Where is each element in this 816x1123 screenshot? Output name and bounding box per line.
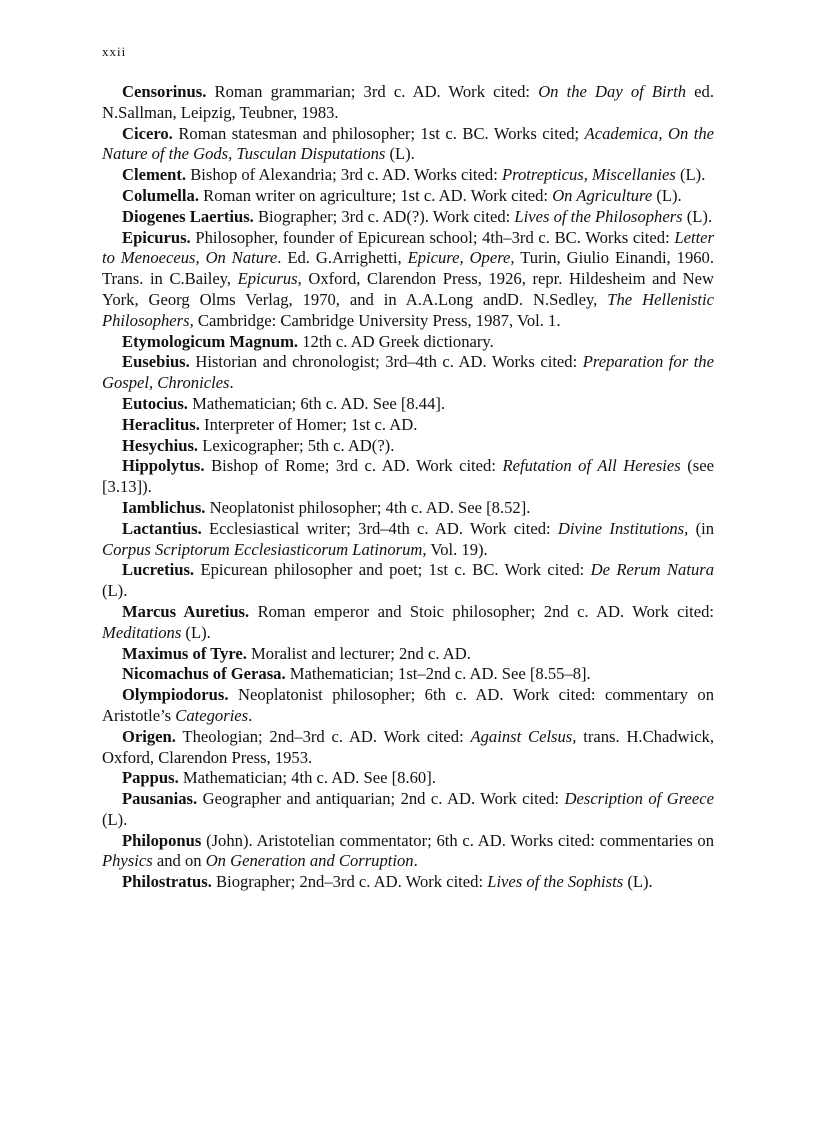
entry-work-title: Academica, On the Nature of the Gods, Tusculan Disputations <box>102 123 714 164</box>
entry-work-title: Lives of the Sophists <box>487 872 624 892</box>
entry-author-name: Nicomachus of Gerasa. <box>122 664 286 684</box>
entry-description-text: (in <box>688 518 714 538</box>
entry-author-name: Etymologicum Magnum. <box>122 331 299 351</box>
entry-author-name: Marcus Auretius. <box>122 601 250 621</box>
entry-description-text: Biographer; 2nd–3rd c. AD. Work cited: <box>211 872 488 892</box>
source-entry <box>102 685 714 727</box>
entry-author-name: Epicurus. <box>122 227 191 247</box>
source-entry <box>102 415 714 436</box>
page-number: xxii <box>102 44 127 59</box>
source-entry <box>102 644 714 665</box>
entry-author-name: Iamblichus. <box>122 497 206 517</box>
entry-description-text: Oxford, Clarendon Press, 1926, repr. Hildesheim and New York, Georg Olms Verlag, 1970, and in A.A.Long andD. N.Sedley, <box>102 269 714 309</box>
entry-author-name: Cicero. <box>122 123 173 143</box>
entry-work-title: Categories <box>175 705 249 725</box>
entry-description-text: (L). <box>623 872 653 892</box>
entry-author-name: Clement. <box>122 165 187 185</box>
entry-description-text: Roman statesman and philosopher; 1st c. BC. Works cited; <box>172 123 585 143</box>
source-entry <box>102 394 714 415</box>
entry-work-title: Letter to Menoeceus, On Nature <box>102 227 714 268</box>
entry-description-text: (L). <box>385 144 415 164</box>
source-entry <box>102 872 714 893</box>
entry-work-title: Preparation for the Gospel, Chronicles <box>102 352 714 393</box>
source-entry <box>102 82 714 124</box>
entry-description-text: Neoplatonist philosopher; 6th c. AD. Work cited: commentary on Aristotle’s <box>102 685 714 725</box>
source-entry <box>102 332 714 353</box>
entry-author-name: Diogenes Laertius. <box>122 206 254 226</box>
entry-author-name: Heraclitus. <box>122 414 200 434</box>
entry-description-text: Roman writer on agriculture; 1st c. AD. Work cited: <box>198 185 553 205</box>
entry-work-title: On Generation and Corruption <box>205 851 414 871</box>
entry-description-text: (L). <box>181 622 211 642</box>
entry-description-text: Mathematician; 6th c. AD. See [8.44]. <box>187 393 446 413</box>
entry-description-text: (L). <box>652 185 682 205</box>
entry-description-text: Theologian; 2nd–3rd c. AD. Work cited: <box>175 726 471 746</box>
entry-description-text: Neoplatonist philosopher; 4th c. AD. See [8.52]. <box>205 497 531 517</box>
entry-work-title: On the Day of Birth <box>538 82 687 101</box>
entry-work-title: Epicure, Opere, <box>407 248 515 268</box>
entry-description-text: Epicurean philosopher and poet; 1st c. BC. Work cited: <box>194 560 591 580</box>
entry-description-text: . <box>248 705 253 725</box>
source-entry <box>102 664 714 685</box>
entry-description-text: (see [3.13]). <box>102 456 714 497</box>
entry-author-name: Pausanias. <box>122 789 198 809</box>
entry-author-name: Columella. <box>122 185 199 205</box>
source-entry <box>102 228 714 332</box>
source-entry <box>102 352 714 394</box>
entry-description-text: (L). <box>675 165 706 185</box>
entry-work-title: Meditations <box>102 622 182 642</box>
entry-work-title: Description of Greece <box>564 789 714 809</box>
entry-author-name: Origen. <box>122 726 176 746</box>
entry-author-name: Philostratus. <box>122 872 212 892</box>
source-entry <box>102 456 714 498</box>
source-entry <box>102 789 714 831</box>
entry-description-text: Moralist and lecturer; 2nd c. AD. <box>246 643 471 663</box>
entry-description-text: Cambridge: Cambridge University Press, 1987, Vol. 1. <box>193 310 561 330</box>
source-entry <box>102 498 714 519</box>
entry-description-text: Philosopher, founder of Epicurean school; 4th–3rd c. BC. Works cited: <box>190 227 675 247</box>
source-entry <box>102 186 714 207</box>
entry-author-name: Pappus. <box>122 768 179 788</box>
entry-description-text: Bishop of Alexandria; 3rd c. AD. Works cited: <box>186 165 502 185</box>
source-entry <box>102 519 714 561</box>
entry-description-text: ed. N.Sallman, Leipzig, Teubner, 1983. <box>102 82 714 122</box>
entry-author-name: Eusebius. <box>122 352 190 372</box>
entry-author-name: Maximus of Tyre. <box>122 643 247 663</box>
entry-description-text: Mathematician; 4th c. AD. See [8.60]. <box>178 768 436 788</box>
entry-description-text: 12th c. AD Greek dictionary. <box>298 331 494 351</box>
entry-author-name: Hippolytus. <box>122 456 205 476</box>
entry-author-name: Hesychius. <box>122 435 199 455</box>
source-entry <box>102 727 714 769</box>
entry-work-title: De Rerum Natura <box>590 560 714 580</box>
entry-work-title: Epicurus, <box>237 269 302 289</box>
entry-description-text: Geographer and antiquarian; 2nd c. AD. Work cited: <box>197 789 565 809</box>
entry-description-text: Interpreter of Homer; 1st c. AD. <box>199 414 418 434</box>
entry-work-title: Protrepticus, Miscellanies <box>501 165 676 185</box>
entry-work-title: Divine Institutions, <box>557 518 689 538</box>
entry-description-text: (John). Aristotelian commentator; 6th c. AD. Works cited: commentaries on <box>201 830 714 850</box>
source-entries-list <box>102 82 714 893</box>
entry-description-text: . <box>229 373 234 393</box>
entry-description-text: Biographer; 3rd c. AD(?). Work cited: <box>253 206 515 226</box>
source-entry <box>102 124 714 166</box>
entry-work-title: Corpus Scriptorum Ecclesiasticorum Latinorum, <box>102 539 427 559</box>
entry-description-text: (L). <box>682 206 713 226</box>
source-entry <box>102 831 714 873</box>
source-entry <box>102 768 714 789</box>
source-entry <box>102 560 714 602</box>
source-entry <box>102 602 714 644</box>
entry-author-name: Philoponus <box>122 830 202 850</box>
entry-description-text: Vol. 19). <box>426 539 488 559</box>
source-entry <box>102 207 714 228</box>
entry-description-text: . Ed. G.Arrighetti, <box>277 248 408 268</box>
entry-author-name: Lactantius. <box>122 518 202 538</box>
entry-description-text: (L). <box>102 581 128 601</box>
entry-description-text: Historian and chronologist; 3rd–4th c. AD. Works cited: <box>189 352 583 372</box>
entry-author-name: Lucretius. <box>122 560 195 580</box>
entry-author-name: Eutocius. <box>122 393 188 413</box>
entry-description-text: Ecclesiastical writer; 3rd–4th c. AD. Work cited: <box>201 518 558 538</box>
entry-description-text: (L). <box>102 809 128 829</box>
entry-description-text: trans. H.Chadwick, Oxford, Clarendon Press, 1953. <box>102 726 715 767</box>
entry-work-title: Lives of the Philosophers <box>514 206 683 226</box>
source-entry <box>102 436 714 457</box>
entry-work-title: The Hellenistic Philosophers, <box>102 289 714 330</box>
entry-description-text: Roman grammarian; 3rd c. AD. Work cited: <box>206 82 539 101</box>
entry-work-title: Against Celsus, <box>470 726 577 746</box>
entry-description-text: . <box>413 851 418 871</box>
entry-description-text: Bishop of Rome; 3rd c. AD. Work cited: <box>204 456 503 476</box>
entry-author-name: Censorinus. <box>122 82 207 101</box>
entry-author-name: Olympiodorus. <box>122 685 229 705</box>
entry-description-text: Mathematician; 1st–2nd c. AD. See [8.55–8]. <box>285 664 591 684</box>
entry-description-text: Lexicographer; 5th c. AD(?). <box>198 435 395 455</box>
source-entry <box>102 165 714 186</box>
entry-work-title: Physics <box>102 851 153 871</box>
entry-description-text: Roman emperor and Stoic philosopher; 2nd c. AD. Work cited: <box>249 601 714 621</box>
entry-description-text: Turin, Giulio Einandi, 1960. Trans. in C.Bailey, <box>102 248 714 289</box>
entry-description-text: and on <box>152 851 206 871</box>
entry-work-title: On Agriculture <box>552 185 653 205</box>
entry-work-title: Refutation of All Heresies <box>502 456 681 476</box>
